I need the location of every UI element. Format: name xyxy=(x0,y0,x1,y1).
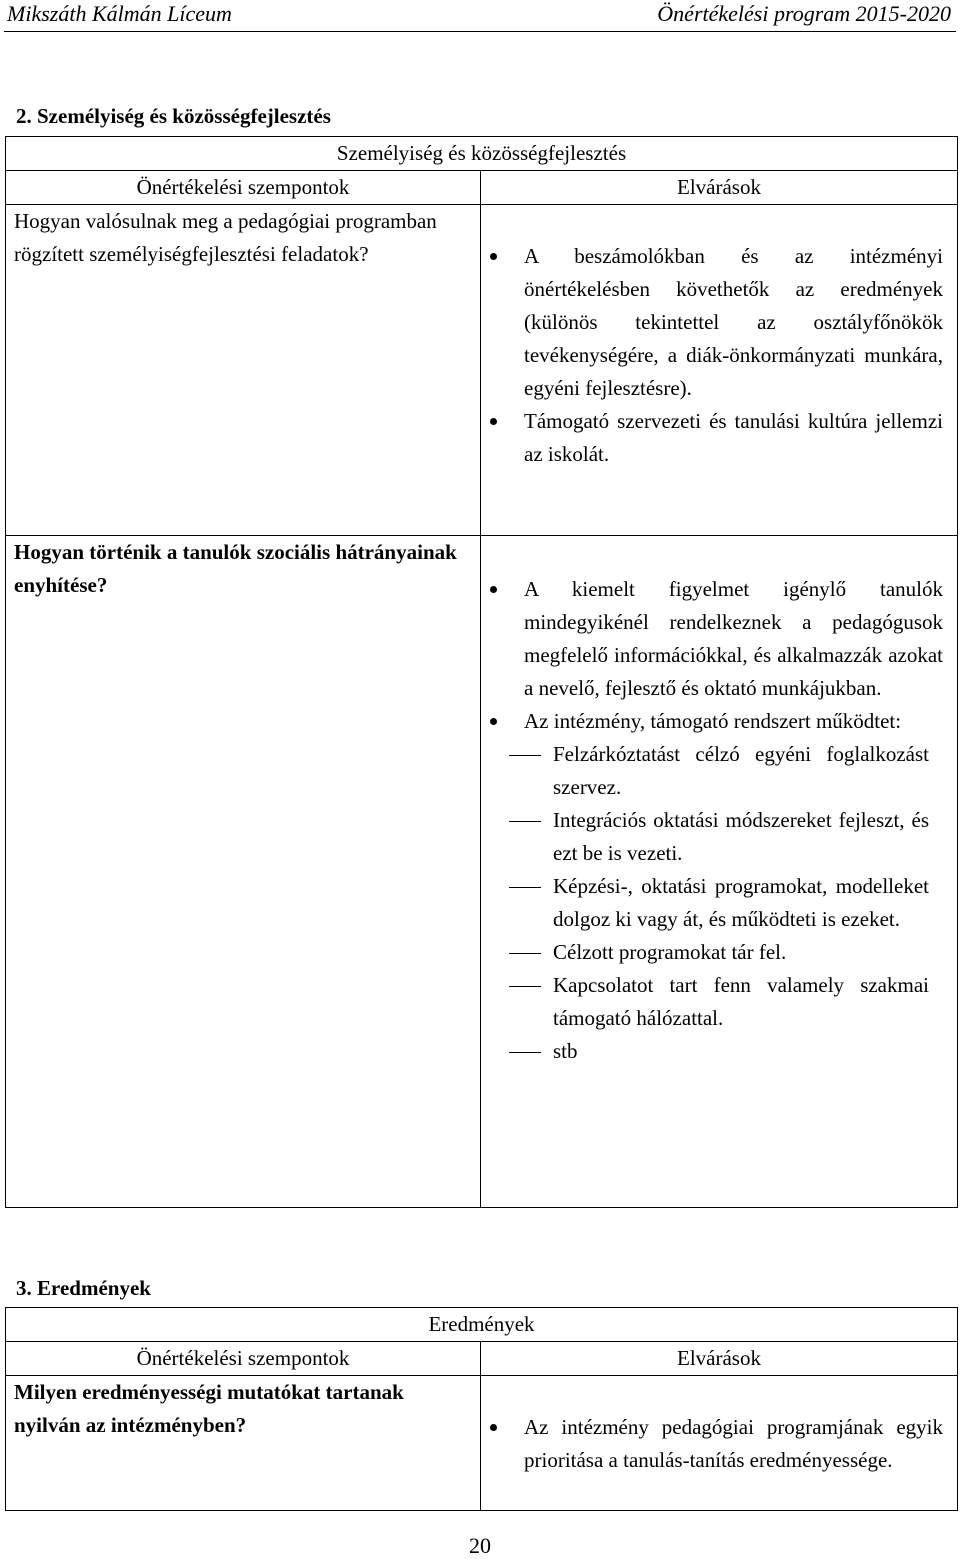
list-item: Az intézmény, támogató rendszert működtet: Felzárkóztatást célzó egyéni foglalkozást szervez. Integrációs oktatási módszereket fejleszt, és ezt be is vezeti. Képzési-, oktatási programokat, modelleket dolgoz ki vagy át, és működteti is ezeket. Célzott programokat tár fel. Kapcsolatot tart fenn valamely szakmai támogató hálózattal. stb xyxy=(481,705,957,1068)
sub-list-item: Kapcsolatot tart fenn valamely szakmai támogató hálózattal. xyxy=(509,969,943,1035)
criteria-question-text: Milyen eredményességi mutatókat tartanak nyilván az intézményben? xyxy=(14,1380,404,1437)
table-title: Eredmények xyxy=(6,1308,958,1342)
list-item: A kiemelt figyelmet igénylő tanulók mindegyikénél rendelkeznek a pedagógusok megfelelő információkkal, és alkalmazzák azokat a nevelő, fejlesztő és oktató munkájukban. xyxy=(481,573,957,705)
bullet-icon xyxy=(490,586,497,593)
sub-list-item: Integrációs oktatási módszereket fejleszt, és ezt be is vezeti. xyxy=(509,804,943,870)
criteria-question xyxy=(6,205,481,536)
header-rule xyxy=(4,31,956,32)
list-item: A beszámolókban és az intézményi önértékelésben követhetők az eredmények (különös tekintettel az osztályfőnökök tevékenységére, a diák-önkormányzati munkára, egyéni fejlesztésre). xyxy=(481,240,957,405)
section-3-title: 3. Eredmények xyxy=(16,1276,151,1300)
criteria-question-text: Hogyan valósulnak meg a pedagógiai programban rögzített személyiségfejlesztési feladatok? xyxy=(14,209,437,266)
expectations-cell xyxy=(481,205,958,536)
dash-icon xyxy=(509,986,541,987)
table-row xyxy=(6,205,958,536)
header-program-title: Önértékelési program 2015-2020 xyxy=(657,1,951,26)
section-2-table xyxy=(5,136,958,1208)
sub-list-item: Képzési-, oktatási programokat, modelleket dolgoz ki vagy át, és működteti is ezeket. xyxy=(509,870,943,936)
criteria-question xyxy=(6,1376,481,1511)
header-school-name: Mikszáth Kálmán Líceum xyxy=(7,1,232,26)
section-2-title: 2. Személyiség és közösségfejlesztés xyxy=(16,104,331,128)
list-item: Támogató szervezeti és tanulási kultúra jellemzi az iskolát. xyxy=(481,405,957,471)
column-header-expectations: Elvárások xyxy=(481,1342,958,1376)
bullet-icon xyxy=(490,253,497,260)
table-title: Személyiség és közösségfejlesztés xyxy=(6,137,958,171)
expectations-cell xyxy=(481,1376,958,1511)
dash-icon xyxy=(509,821,541,822)
section-3-table xyxy=(5,1307,958,1511)
expectations-cell xyxy=(481,536,958,1208)
page-header xyxy=(0,0,960,30)
dash-icon xyxy=(509,887,541,888)
list-item: Az intézmény pedagógiai programjának egyik prioritása a tanulás-tanítás eredményessége. xyxy=(481,1411,957,1477)
criteria-question xyxy=(6,536,481,1208)
dash-icon xyxy=(509,755,541,756)
dash-icon xyxy=(509,953,541,954)
page-number: 20 xyxy=(469,1533,491,1558)
bullet-icon xyxy=(490,418,497,425)
sub-list-item: Felzárkóztatást célzó egyéni foglalkozást szervez. xyxy=(509,738,943,804)
criteria-question-text: Hogyan történik a tanulók szociális hátrányainak enyhítése? xyxy=(14,540,457,597)
bullet-icon xyxy=(490,1424,497,1431)
sub-list-item: stb xyxy=(509,1035,943,1068)
bullet-icon xyxy=(490,718,497,725)
table-row xyxy=(6,1376,958,1511)
column-header-criteria: Önértékelési szempontok xyxy=(6,171,481,205)
dash-icon xyxy=(509,1052,541,1053)
sub-list-item: Célzott programokat tár fel. xyxy=(509,936,943,969)
table-row xyxy=(6,536,958,1208)
column-header-criteria: Önértékelési szempontok xyxy=(6,1342,481,1376)
column-header-expectations: Elvárások xyxy=(481,171,958,205)
